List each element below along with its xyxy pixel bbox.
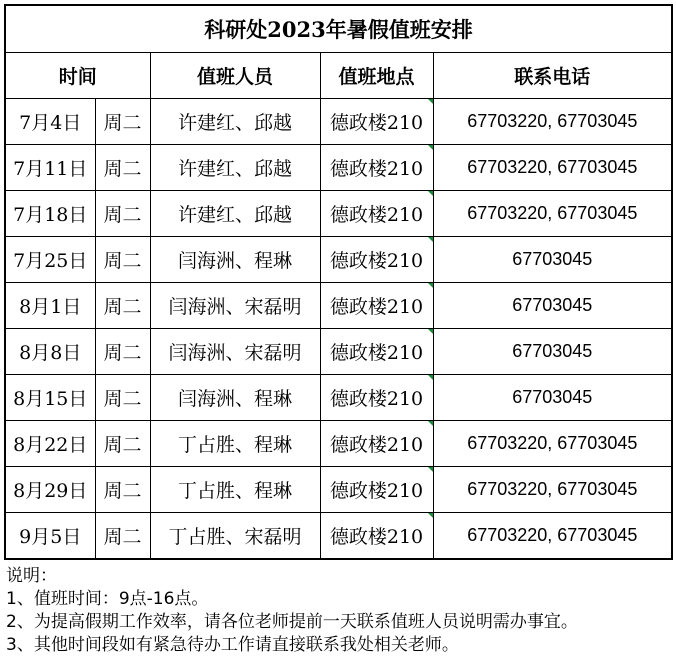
- table-row: [5, 467, 672, 513]
- table-row: [5, 145, 672, 191]
- cell-weekday-text: 周二: [103, 296, 142, 318]
- note-item-3: 3、其他时间段如有紧急待办工作请直接联系我处相关老师。: [6, 635, 459, 655]
- header-time: 时间: [5, 53, 150, 99]
- cell-staff: [150, 467, 320, 513]
- cell-location-text: 德政楼210: [329, 434, 424, 456]
- cell-date: [5, 191, 95, 237]
- cell-phone-text: 67703220, 67703045: [467, 157, 638, 177]
- cell-date-text: 8月22日: [13, 434, 88, 456]
- cell-location: [320, 329, 433, 375]
- comment-indicator-icon: [428, 329, 434, 335]
- cell-phone-text: 67703045: [512, 295, 593, 315]
- cell-weekday-text: 周二: [103, 342, 142, 364]
- cell-location: [320, 513, 433, 560]
- table-title: 科研处2023年暑假值班安排: [5, 5, 672, 53]
- cell-staff: [150, 99, 320, 145]
- cell-weekday-text: 周二: [103, 434, 142, 456]
- header-staff: 值班人员: [150, 53, 320, 99]
- cell-phone: [433, 513, 672, 560]
- comment-indicator-icon: [428, 237, 434, 243]
- cell-staff: [150, 513, 320, 560]
- cell-weekday: [95, 99, 150, 145]
- cell-staff-text: 闫海洲、宋磊明: [168, 342, 302, 364]
- cell-phone: [433, 237, 672, 283]
- cell-staff-text: 闫海洲、程琳: [177, 250, 292, 272]
- table-row: [5, 99, 672, 145]
- comment-indicator-icon: [428, 191, 434, 197]
- cell-date: [5, 145, 95, 191]
- cell-location: [320, 237, 433, 283]
- cell-date-text: 7月25日: [13, 250, 88, 272]
- cell-staff: [150, 191, 320, 237]
- cell-phone-text: 67703045: [512, 341, 593, 361]
- cell-staff: [150, 283, 320, 329]
- cell-location: [320, 191, 433, 237]
- cell-staff-text: 丁占胜、程琳: [177, 480, 292, 502]
- cell-phone: [433, 99, 672, 145]
- cell-phone: [433, 467, 672, 513]
- cell-weekday-text: 周二: [103, 250, 142, 272]
- cell-weekday: [95, 145, 150, 191]
- cell-staff: [150, 145, 320, 191]
- cell-weekday-text: 周二: [103, 526, 142, 548]
- cell-date-text: 8月1日: [19, 296, 82, 318]
- cell-staff: [150, 237, 320, 283]
- comment-indicator-icon: [428, 283, 434, 289]
- cell-staff-text: 许建红、邱越: [177, 112, 292, 134]
- cell-date-text: 8月8日: [19, 342, 82, 364]
- cell-location: [320, 283, 433, 329]
- cell-staff: [150, 329, 320, 375]
- cell-staff-text: 许建红、邱越: [177, 158, 292, 180]
- cell-phone-text: 67703045: [512, 387, 593, 407]
- cell-date-text: 9月5日: [19, 526, 82, 548]
- cell-weekday: [95, 375, 150, 421]
- cell-date-text: 8月15日: [13, 388, 88, 410]
- cell-location: [320, 145, 433, 191]
- cell-phone-text: 67703220, 67703045: [467, 433, 638, 453]
- cell-location-text: 德政楼210: [329, 296, 424, 318]
- cell-weekday: [95, 237, 150, 283]
- cell-date: [5, 421, 95, 467]
- cell-location: [320, 99, 433, 145]
- comment-indicator-icon: [428, 467, 434, 473]
- cell-staff-text: 丁占胜、程琳: [177, 434, 292, 456]
- duty-schedule-table: [4, 4, 673, 560]
- cell-location-text: 德政楼210: [329, 388, 424, 410]
- comment-indicator-icon: [428, 513, 434, 519]
- cell-date: [5, 513, 95, 560]
- cell-date-text: 7月4日: [19, 112, 82, 134]
- cell-phone: [433, 329, 672, 375]
- table-row: [5, 329, 672, 375]
- title-row: [5, 5, 672, 53]
- cell-staff: [150, 421, 320, 467]
- cell-date-text: 7月18日: [13, 204, 88, 226]
- cell-staff-text: 许建红、邱越: [177, 204, 292, 226]
- cell-phone-text: 67703220, 67703045: [467, 203, 638, 223]
- cell-location-text: 德政楼210: [329, 158, 424, 180]
- table-row: [5, 421, 672, 467]
- cell-phone: [433, 283, 672, 329]
- cell-phone: [433, 421, 672, 467]
- header-location: 值班地点: [320, 53, 433, 99]
- cell-location-text: 德政楼210: [329, 526, 424, 548]
- cell-weekday: [95, 191, 150, 237]
- cell-weekday: [95, 329, 150, 375]
- cell-staff: [150, 375, 320, 421]
- cell-location: [320, 467, 433, 513]
- cell-date: [5, 237, 95, 283]
- cell-weekday-text: 周二: [103, 480, 142, 502]
- cell-location: [320, 375, 433, 421]
- cell-weekday: [95, 283, 150, 329]
- comment-indicator-icon: [428, 145, 434, 151]
- cell-staff-text: 闫海洲、宋磊明: [168, 296, 302, 318]
- cell-phone-text: 67703220, 67703045: [467, 479, 638, 499]
- cell-location-text: 德政楼210: [329, 480, 424, 502]
- note-item-2: 2、为提高假期工作效率，请各位老师提前一天联系值班人员说明需办事宜。: [6, 612, 578, 632]
- cell-location: [320, 421, 433, 467]
- cell-phone-text: 67703220, 67703045: [467, 525, 638, 545]
- table-row: [5, 191, 672, 237]
- cell-weekday-text: 周二: [103, 204, 142, 226]
- notes-section: [6, 565, 578, 657]
- cell-phone-text: 67703220, 67703045: [467, 111, 638, 131]
- table-row: [5, 513, 672, 560]
- cell-location-text: 德政楼210: [329, 250, 424, 272]
- header-row: [5, 53, 672, 99]
- cell-date: [5, 283, 95, 329]
- cell-date: [5, 329, 95, 375]
- cell-weekday: [95, 467, 150, 513]
- cell-weekday-text: 周二: [103, 158, 142, 180]
- cell-date-text: 7月11日: [13, 158, 88, 180]
- cell-location-text: 德政楼210: [329, 112, 424, 134]
- cell-weekday-text: 周二: [103, 388, 142, 410]
- cell-date-text: 8月29日: [13, 480, 88, 502]
- table-row: [5, 283, 672, 329]
- note-item-1: 1、值班时间：9点-16点。: [6, 589, 209, 609]
- cell-staff-text: 闫海洲、程琳: [177, 388, 292, 410]
- table-row: [5, 375, 672, 421]
- cell-location-text: 德政楼210: [329, 204, 424, 226]
- comment-indicator-icon: [428, 421, 434, 427]
- cell-phone: [433, 375, 672, 421]
- cell-date: [5, 99, 95, 145]
- cell-phone-text: 67703045: [512, 249, 593, 269]
- notes-heading: 说明：: [6, 566, 57, 586]
- header-phone: 联系电话: [433, 53, 672, 99]
- cell-weekday: [95, 421, 150, 467]
- cell-date: [5, 467, 95, 513]
- cell-staff-text: 丁占胜、宋磊明: [168, 526, 302, 548]
- cell-date: [5, 375, 95, 421]
- comment-indicator-icon: [428, 99, 434, 105]
- cell-weekday: [95, 513, 150, 560]
- cell-weekday-text: 周二: [103, 112, 142, 134]
- cell-phone: [433, 145, 672, 191]
- table-row: [5, 237, 672, 283]
- comment-indicator-icon: [428, 375, 434, 381]
- cell-phone: [433, 191, 672, 237]
- cell-location-text: 德政楼210: [329, 342, 424, 364]
